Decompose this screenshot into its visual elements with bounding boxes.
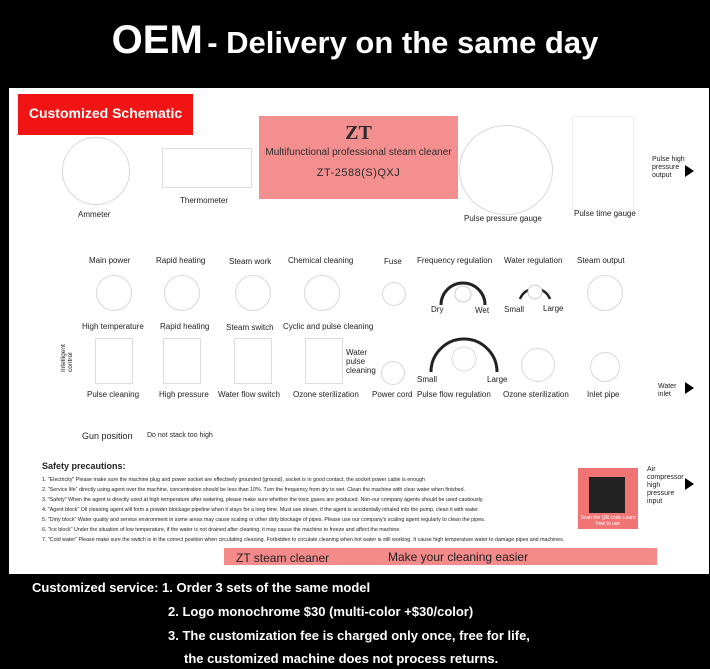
power-cord-port xyxy=(381,361,405,385)
ozone-sterilization-2-label: Ozone sterilization xyxy=(503,390,569,399)
air-compressor-label: Air compressor high pressure input xyxy=(647,466,684,505)
custom-service-line-2: 2. Logo monochrome $30 (multi-color +$30/color) xyxy=(168,604,474,619)
brand-box xyxy=(259,116,458,199)
pulse-flow-large-label: Large xyxy=(487,375,508,384)
rapid-heating-2-label: Rapid heating xyxy=(160,322,210,331)
water-regulation-dial[interactable] xyxy=(515,271,555,303)
banner-title-oem: OEM xyxy=(111,18,203,62)
steam-output-port xyxy=(587,275,623,311)
air-compressor-arrow-icon xyxy=(685,478,694,490)
pulse-pressure-gauge xyxy=(459,125,553,215)
main-power-switch[interactable] xyxy=(96,275,132,311)
pulse-time-gauge-label: Pulse time gauge xyxy=(574,209,636,218)
water-dial-small-label: Small xyxy=(504,305,525,314)
steam-switch-label: Steam switch xyxy=(226,323,274,332)
banner-title xyxy=(0,18,710,63)
water-pulse-cleaning-label: Water pulse cleaning xyxy=(346,348,376,375)
brand-logo: ZT xyxy=(345,122,372,144)
pulse-time-gauge xyxy=(572,116,634,210)
high-temperature-label: High temperature xyxy=(82,322,144,331)
pulse-pressure-gauge-label: Pulse pressure gauge xyxy=(464,214,542,223)
frequency-regulation-label: Frequency regulation xyxy=(417,256,493,265)
brand-model: ZT-2588(S)QXJ xyxy=(316,167,401,179)
rapid-heating-switch[interactable] xyxy=(164,275,200,311)
power-cord-label: Power cord xyxy=(372,390,413,399)
high-pressure-switch[interactable] xyxy=(163,338,201,384)
inlet-pipe-label: Inlet pipe xyxy=(587,390,620,399)
inlet-pipe-port xyxy=(590,352,620,382)
frequency-regulation-dial[interactable] xyxy=(435,265,491,309)
water-flow-switch-label: Water flow switch xyxy=(218,390,280,399)
water-regulation-label: Water regulation xyxy=(504,256,563,265)
safety-item: 6. "Ice block" Under the situation of low temperature, if the water is not drained after cleaning, it may cause the machine to freeze and affect the machine. xyxy=(42,527,401,533)
slogan-left: ZT steam cleaner xyxy=(236,551,330,565)
banner-title-rest: - Delivery on the same day xyxy=(207,25,599,60)
steam-output-label: Steam output xyxy=(577,256,625,265)
gun-position-label: Gun position xyxy=(82,431,133,441)
water-dial-large-label: Large xyxy=(543,304,564,313)
pulse-cleaning-switch[interactable] xyxy=(95,338,133,384)
pulse-flow-small-label: Small xyxy=(417,375,438,384)
pulse-cleaning-label: Pulse cleaning xyxy=(87,390,140,399)
pulse-flow-regulation-label: Pulse flow regulation xyxy=(417,390,491,399)
pulse-output-label: Pulse high pressure output xyxy=(652,156,685,179)
custom-service-line-4: the customized machine does not process returns. xyxy=(184,651,499,666)
water-inlet-label: Water inlet xyxy=(658,383,677,398)
ozone-sterilization-knob[interactable] xyxy=(521,348,555,382)
pulse-flow-regulation-dial[interactable] xyxy=(424,324,504,378)
safety-item: 3. "Safety" When the agent is directly used at high temperature after watering, please make sure whether the toxic gases are produced. Non-our company agents should be used cautiously. xyxy=(42,497,484,503)
cyclic-pulse-cleaning-label: Cyclic and pulse cleaning xyxy=(283,322,374,331)
safety-item: 4. "Agent block" Oil cleaning agent will form a powder blockage pipeline when it stays for a long time. Must use steam, if the agent is accidentally inhaled into the pump, clean it with water. xyxy=(42,507,480,513)
slogan-right: Make your cleaning easier xyxy=(388,550,529,564)
safety-item: 7. "Cold water" Please make sure the switch is in the correct position when circulating cleaning. Forbidden to circulate cleaning when hot water is still working. It cause high temperature water to damage pipes and machines. xyxy=(42,537,565,543)
safety-item: 2. "Service life" directly using agent over the machine, concentration should be less than 10%. Turn the frequency from dry to wet. Clean the machine with clear water when finished. xyxy=(42,487,466,493)
pulse-output-arrow-icon xyxy=(685,165,694,177)
ammeter-gauge xyxy=(62,137,130,205)
safety-item: 5. "Dirty block" Water quality and service environment in some areas may cause scaling or other dirty blockage of pipes. Please use our company's scaling agent regularly to clean the pipes. xyxy=(42,517,486,523)
chemical-cleaning-switch[interactable] xyxy=(304,275,340,311)
high-pressure-label: High pressure xyxy=(159,390,209,399)
no-stack-label: Do not stack too high xyxy=(147,432,213,439)
thermometer-display xyxy=(162,148,252,188)
water-flow-switch[interactable] xyxy=(234,338,272,384)
water-inlet-arrow-icon xyxy=(685,382,694,394)
rapid-heating-label: Rapid heating xyxy=(156,256,206,265)
safety-title: Safety precautions: xyxy=(42,461,126,471)
main-power-label: Main power xyxy=(89,256,131,265)
ozone-sterilization-switch[interactable] xyxy=(305,338,343,384)
steam-work-label: Steam work xyxy=(229,257,272,266)
dial-wet-label: Wet xyxy=(475,306,490,315)
chemical-cleaning-label: Chemical cleaning xyxy=(288,256,354,265)
safety-item: 1. "Electricity" Please make sure the machine plug and power socket are effectively grounded (ground), socket is in good contact, the socket power cable is enough xyxy=(42,477,425,483)
ammeter-label: Ammeter xyxy=(78,210,111,219)
qr-code-icon[interactable] xyxy=(589,477,625,513)
intelligent-control-label: Intelligent control xyxy=(60,344,74,372)
steam-work-switch[interactable] xyxy=(235,275,271,311)
brand-description: Multifunctional professional steam cleaner xyxy=(265,147,452,158)
thermometer-label: Thermometer xyxy=(180,196,229,205)
fuse-holder xyxy=(382,282,406,306)
customized-schematic-tag: Customized Schematic xyxy=(18,94,193,135)
ozone-sterilization-label: Ozone sterilization xyxy=(293,390,359,399)
dial-dry-label: Dry xyxy=(431,305,444,314)
custom-service-line-1: Customized service: 1. Order 3 sets of the same model xyxy=(32,580,371,595)
fuse-label: Fuse xyxy=(384,257,402,266)
qr-caption: Scan the QR code Learn how to use xyxy=(580,515,636,527)
custom-service-line-3: 3. The customization fee is charged only once, free for life, xyxy=(168,628,530,643)
